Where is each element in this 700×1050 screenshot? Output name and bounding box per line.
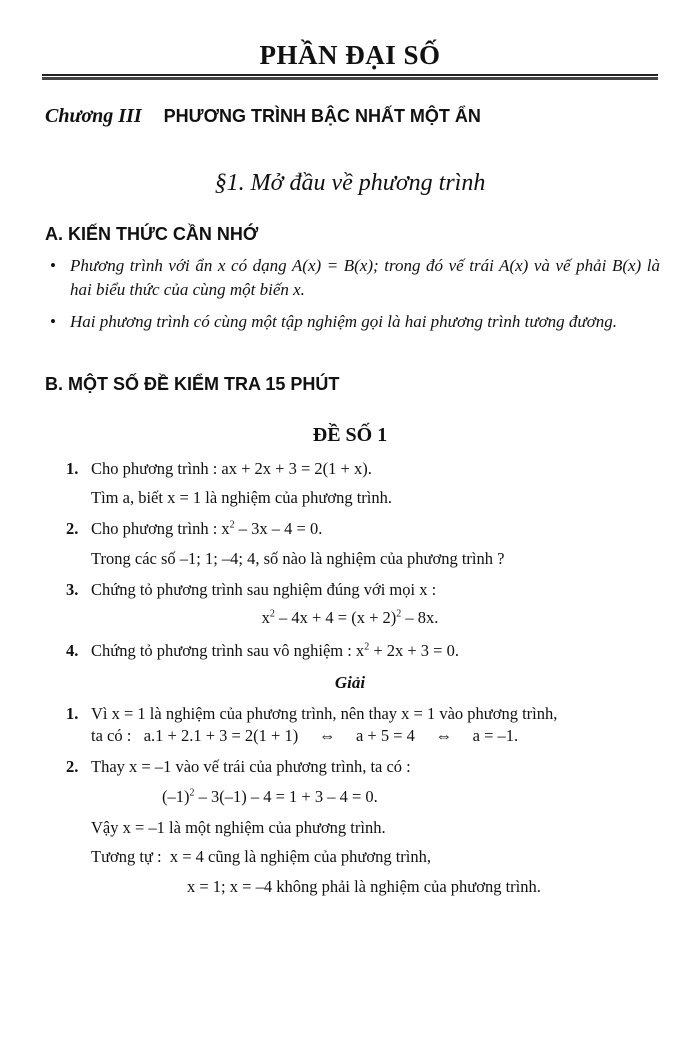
exam-title: ĐỀ SỐ 1: [312, 424, 388, 446]
question-number: 3.: [66, 580, 79, 599]
section-title: §1. Mở đầu về phương trình: [214, 170, 486, 196]
question-3: [66, 579, 436, 601]
question-1-line-2: Tìm a, biết x = 1 là nghiệm của phương trình.: [91, 488, 392, 507]
equation-part: – 4x + 4 = (x + 2): [274, 608, 397, 627]
solution-title: Giải: [334, 673, 366, 692]
heading-b: B. MỘT SỐ ĐỀ KIỂM TRA 15 PHÚT: [45, 374, 340, 394]
question-number: 1.: [66, 459, 79, 478]
question-number: 2.: [66, 519, 79, 538]
question-4: [66, 640, 459, 662]
equation-part: x: [261, 608, 270, 627]
knowledge-list: [50, 254, 660, 342]
solution-2-line-3: Vậy x = –1 là một nghiệm của phương trình.: [91, 818, 386, 837]
question-text: Cho phương trình : ax + 2x + 3 = 2(1 + x).: [91, 459, 372, 478]
heading-a: A. KIẾN THỨC CẦN NHỚ: [45, 224, 259, 244]
solution-text: Vì x = 1 là nghiệm của phương trình, nên thay x = 1 vào phương trình,: [91, 704, 558, 723]
equation-part: – 3(–1) – 4 = 1 + 3 – 4 = 0.: [194, 787, 378, 806]
question-1: [66, 458, 372, 480]
solution-number: 1.: [66, 704, 79, 723]
exponent: 2: [364, 641, 370, 653]
bullet-icon: •: [50, 256, 56, 275]
exponent: 2: [189, 787, 195, 799]
question-text: Chứng tỏ phương trình sau nghiệm đúng với mọi x :: [91, 580, 437, 599]
equation-part: (–1): [162, 787, 190, 806]
solution-2-line-5: x = 1; x = –4 không phải là nghiệm của phương trình.: [187, 877, 541, 896]
solution-text: Thay x = –1 vào vế trái của phương trình, ta có :: [91, 757, 411, 776]
chapter-heading: [45, 105, 481, 128]
question-text: + 2x + 3 = 0.: [369, 641, 459, 660]
question-3-equation: [0, 608, 700, 628]
header-rule: [42, 74, 658, 80]
solution-2-line-4: Tương tự : x = 4 cũng là nghiệm của phương trình,: [91, 847, 431, 866]
solution-2-equation: [162, 786, 378, 808]
exponent: 2: [229, 519, 235, 531]
solution-1-line-2: ta có : a.1 + 2.1 + 3 = 2(1 + 1) ⇔ a + 5 = 4 ⇔ a = –1.: [91, 726, 519, 745]
chapter-title: PHƯƠNG TRÌNH BẬC NHẤT MỘT ẨN: [163, 106, 481, 126]
question-text: – 3x – 4 = 0.: [234, 519, 323, 538]
solution-2: [66, 756, 411, 778]
bullet-text: Phương trình với ẩn x có dạng A(x) = B(x); trong đó vế trái A(x) và vế phải B(x) là hai biểu thức của cùng một biến x.: [70, 256, 660, 299]
exponent: 2: [396, 608, 402, 620]
part-title: PHẦN ĐẠI SỐ: [259, 40, 441, 70]
equation-part: – 8x.: [401, 608, 439, 627]
question-number: 4.: [66, 641, 79, 660]
list-item: [50, 310, 660, 334]
exponent: 2: [269, 608, 275, 620]
list-item: [50, 254, 660, 302]
bullet-text: Hai phương trình có cùng một tập nghiệm gọi là hai phương trình tương đương.: [70, 312, 618, 331]
chapter-label: Chương III: [45, 105, 142, 127]
solution-1: [66, 703, 557, 725]
bullet-icon: •: [50, 312, 56, 331]
solution-number: 2.: [66, 757, 79, 776]
question-text: Chứng tỏ phương trình sau vô nghiệm : x: [91, 641, 365, 660]
question-2: [66, 518, 322, 540]
question-2-line-2: Trong các số –1; 1; –4; 4, số nào là nghiệm của phương trình ?: [91, 549, 505, 568]
question-text: Cho phương trình : x: [91, 519, 230, 538]
